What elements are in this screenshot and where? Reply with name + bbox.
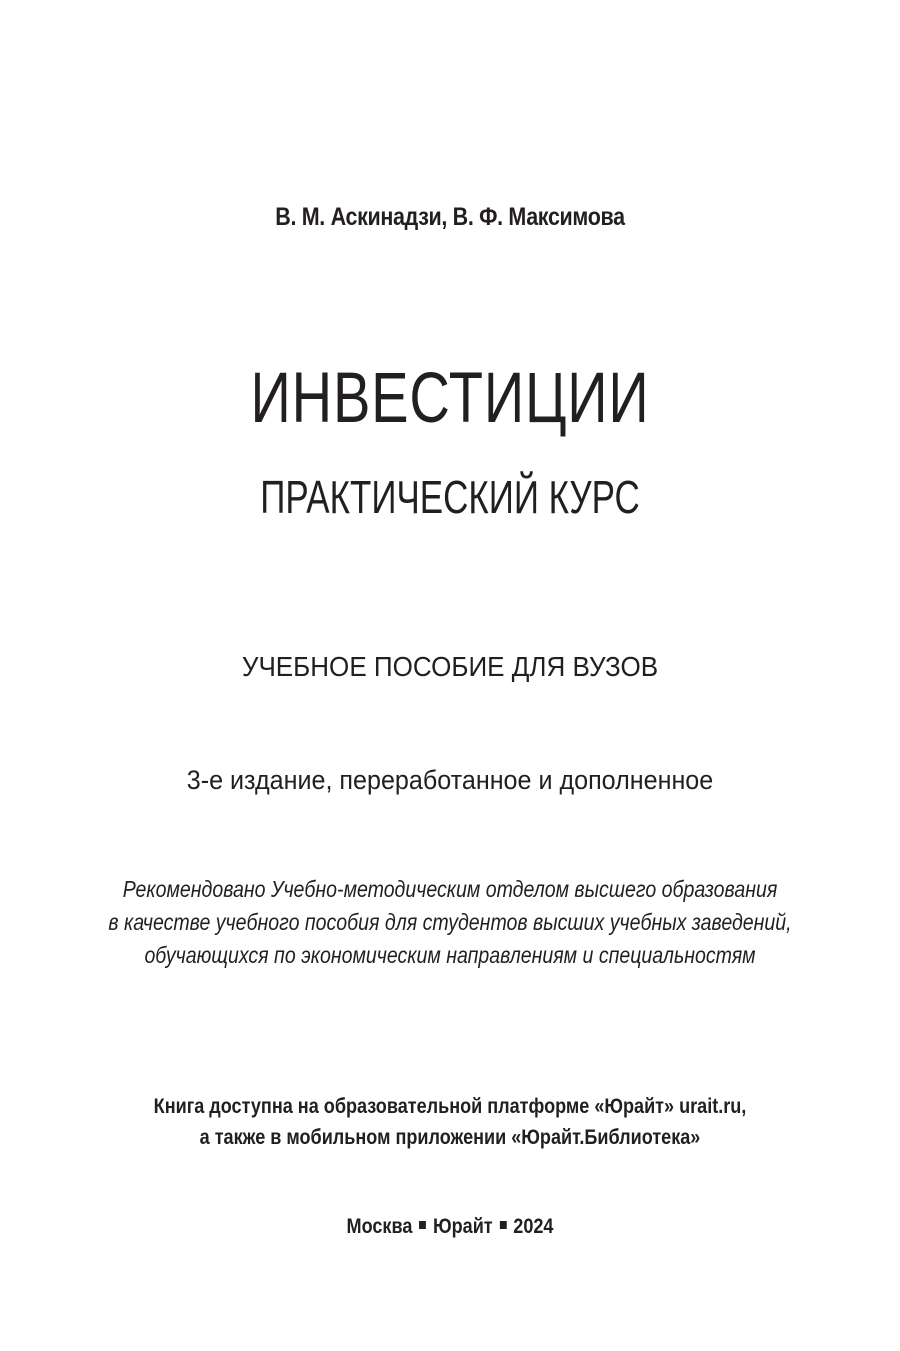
square-bullet-icon [500, 1221, 507, 1229]
recommendation-line: обучающихся по экономическим направлениям и специальностям [144, 942, 756, 968]
book-subtitle: ПРАКТИЧЕСКИЙ КУРС [260, 471, 640, 523]
availability-line: а также в мобильном приложении «Юрайт.Библиотека» [199, 1126, 701, 1149]
imprint-city: Москва [346, 1215, 413, 1238]
recommendation-line: в качестве учебного пособия для студентов высших учебных заведений, [108, 909, 792, 935]
availability-note [63, 1091, 837, 1153]
availability-line: Книга доступна на образовательной платформе «Юрайт» urait.ru, [153, 1095, 747, 1118]
square-bullet-icon [419, 1221, 426, 1229]
book-edition: 3-е издание, переработанное и дополненное [186, 765, 714, 795]
imprint-publisher: Юрайт [433, 1215, 493, 1238]
imprint-year: 2024 [513, 1215, 554, 1238]
recommendation-line: Рекомендовано Учебно-методическим отделом высшего образования [122, 876, 778, 902]
book-title: ИНВЕСТИЦИИ [250, 359, 650, 438]
book-authors: В. М. Аскинадзи, В. Ф. Максимова [275, 203, 625, 231]
imprint [63, 1215, 837, 1239]
recommendation-note [68, 873, 833, 972]
book-genre: УЧЕБНОЕ ПОСОБИЕ ДЛЯ ВУЗОВ [241, 651, 659, 682]
